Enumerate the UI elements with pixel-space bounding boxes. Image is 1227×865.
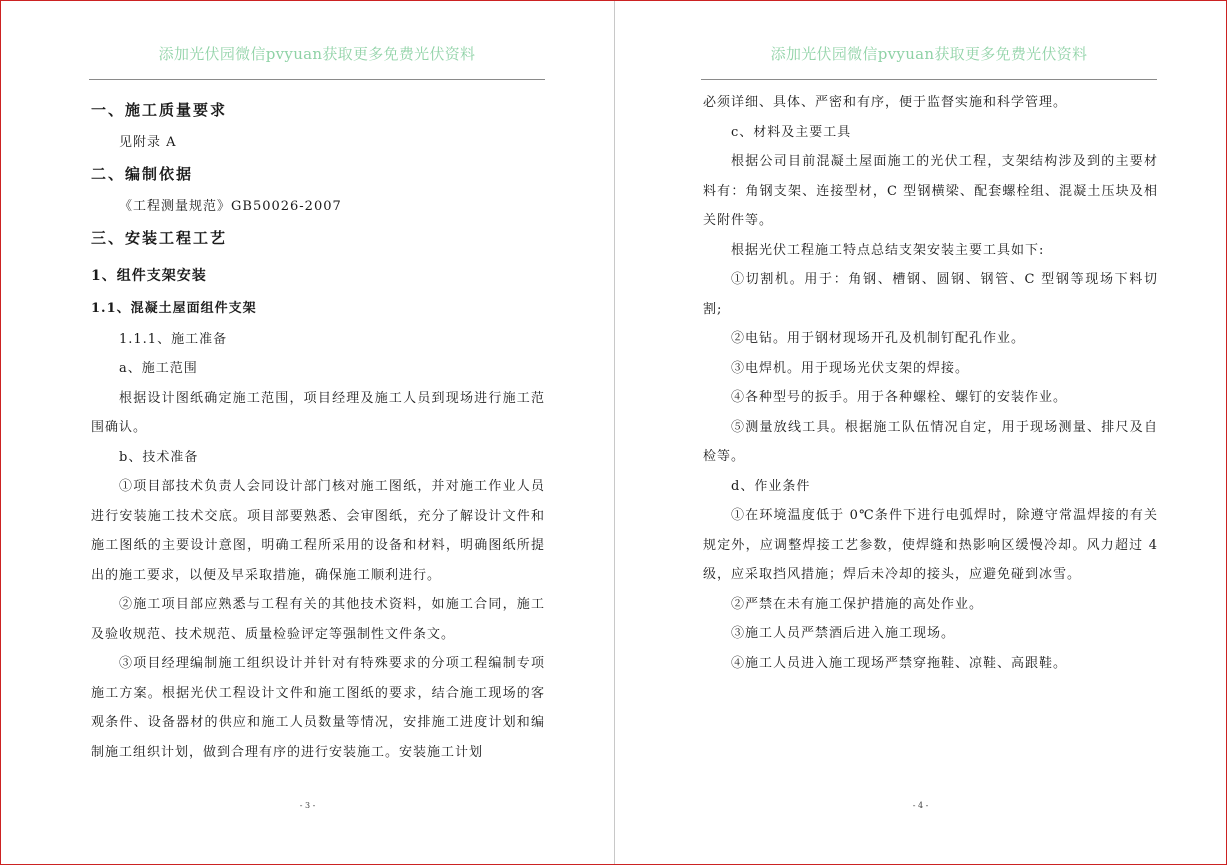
section-heading: 二、编制依据 [91,165,194,183]
paragraph: ③施工人员严禁酒后进入施工现场。 [731,626,956,641]
paragraph: ②严禁在未有施工保护措施的高处作业。 [731,596,984,612]
paragraph: 1.1.1、施工准备 [119,331,228,347]
paragraph: d、作业条件 [731,478,811,494]
page-number: - 3 - [299,801,316,810]
paragraph: ③电焊机。用于现场光伏支架的焊接。 [731,360,970,376]
page-body [91,93,545,767]
paragraph: b、技术准备 [119,449,199,465]
paragraph: 根据设计图纸确定施工范围，项目经理及施工人员到现场进行施工范围确认。 [91,390,545,435]
paragraph: ①项目部技术负责人会同设计部门核对施工图纸，并对施工作业人员进行安装施工技术交底。项目部要熟悉、会审图纸，充分了解设计文件和施工图纸的主要设计意图，明确工程所采用的设备和材料，明确图纸所提出的施工要求，以便及早采取措施，确保施工顺利进行。 [91,479,545,583]
paragraph: a、施工范围 [119,361,198,376]
page-3 [1,1,614,864]
paragraph: ④施工人员进入施工现场严禁穿拖鞋、凉鞋、高跟鞋。 [731,655,1068,671]
paragraph: ③项目经理编制施工组织设计并针对有特殊要求的分项工程编制专项施工方案。根据光伏工程设计文件和施工图纸的要求，结合施工现场的客观条件、设备器材的供应和施工人员数量等情况，安排施工进度计划和编制施工组织计划，做到合理有序的进行安装施工。安装施工计划 [91,656,545,760]
paragraph: 根据公司目前混凝土屋面施工的光伏工程，支架结构涉及到的主要材料有：角钢支架、连接型材，C 型钢横梁、配套螺栓组、混凝土压块及相关附件等。 [703,154,1158,228]
page-header-watermark: 添加光伏园微信pvyuan获取更多免费光伏资料 [770,45,1088,63]
page-number: - 4 - [912,801,929,810]
page-4 [615,1,1226,864]
paragraph: 《工程测量规范》GB50026-2007 [119,198,342,214]
page-body [703,88,1158,678]
page-header-watermark: 添加光伏园微信pvyuan获取更多免费光伏资料 [158,45,476,63]
paragraph: ⑤测量放线工具。根据施工队伍情况自定，用于现场测量、排尺及自检等。 [703,419,1158,464]
paragraph: ④各种型号的扳手。用于各种螺栓、螺钉的安装作业。 [731,390,1068,405]
paragraph: ②施工项目部应熟悉与工程有关的其他技术资料，如施工合同，施工及验收规范、技术规范、质量检验评定等强制性文件条文。 [91,597,545,642]
section-heading: 一、施工质量要求 [91,101,228,119]
subsubsection-heading: 1.1、混凝土屋面组件支架 [91,300,257,316]
paragraph: 根据光伏工程施工特点总结支架安装主要工具如下: [731,242,1045,258]
paragraph: c、材料及主要工具 [731,124,852,140]
header-divider [89,79,545,80]
paragraph: 见附录 A [119,134,177,150]
section-heading: 三、安装工程工艺 [91,229,228,247]
paragraph: ②电钻。用于钢材现场开孔及机制钉配孔作业。 [731,331,1026,346]
paragraph: ①在环境温度低于 0℃条件下进行电弧焊时，除遵守常温焊接的有关规定外，应调整焊接工艺参数，使焊缝和热影响区缓慢冷却。风力超过 4 级，应采取挡风措施；焊后未冷却的接头，应避免碰到冰雪。 [703,508,1158,582]
subsection-heading: 1、组件支架安装 [91,267,207,284]
paragraph: 必须详细、具体、严密和有序，便于监督实施和科学管理。 [703,95,1068,110]
header-divider [701,79,1157,80]
paragraph: ①切割机。用于：角钢、槽钢、圆钢、钢管、C 型钢等现场下料切割; [703,272,1158,317]
